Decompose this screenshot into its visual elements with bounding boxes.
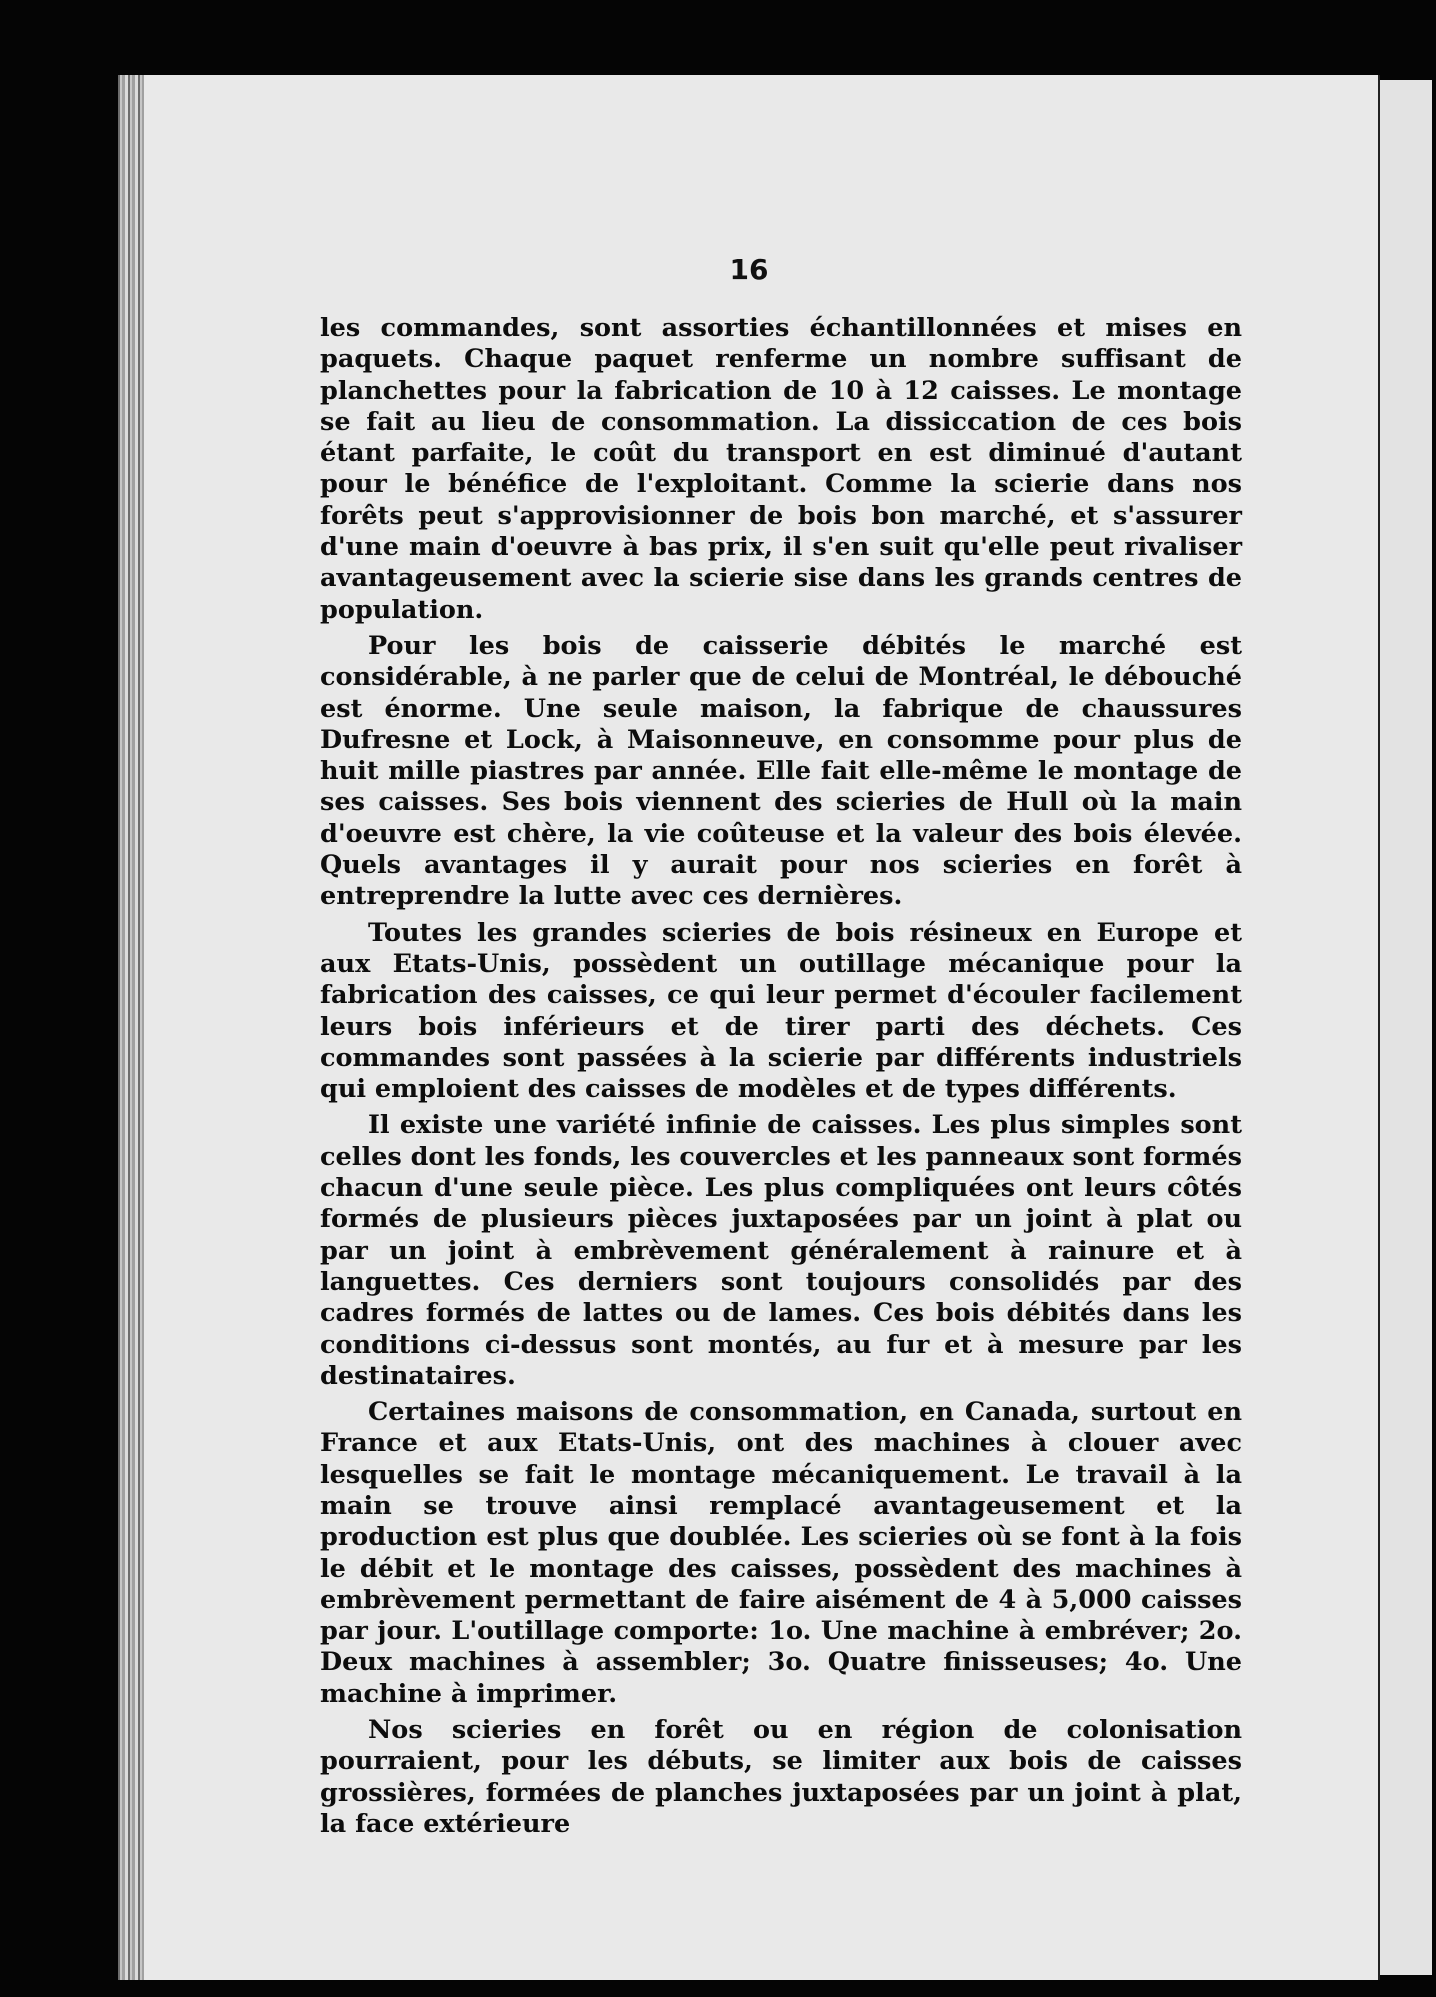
paragraph-2: Pour les bois de caisserie débités le marché est considérable, à ne parler que de celui de Montréal, le débouché est énorme. Une seule maison, la fabrique de chaussures Dufresne et Lock, à Maisonneuve, en consomme pour plus de huit mille piastres par année. Elle fait elle-même le montage de ses caisses. Ses bois viennent des scieries de Hull où la main d'oeuvre est chère, la vie coûteuse et la valeur des bois élevée. Quels avantages il y aurait pour nos scieries en forêt à entreprendre la lutte avec ces dernières. (320, 630, 1242, 912)
paragraph-6: Nos scieries en forêt ou en région de colonisation pourraient, pour les débuts, se limiter aux bois de caisses grossières, formées de planches juxtaposées par un joint à plat, la face extérieure (320, 1715, 1242, 1839)
body-text (320, 313, 1242, 1845)
paragraph-1: les commandes, sont assorties échantillonnées et mises en paquets. Chaque paquet renferme un nombre suffisant de planchettes pour la fabrication de 10 à 12 caisses. Le montage se fait au lieu de consommation. La dissiccation de ces bois étant parfaite, le coût du transport en est diminué d'autant pour le bénéfice de l'exploitant. Comme la scierie dans nos forêts peut s'approvisionner de bois bon marché, et s'assurer d'une main d'oeuvre à bas prix, il s'en suit qu'elle peut rivaliser avantageusement avec la scierie sise dans les grands centres de population. (320, 313, 1242, 625)
page-number: 16 (729, 253, 769, 286)
facing-page-edge (1380, 80, 1432, 1975)
paragraph-5: Certaines maisons de consommation, en Canada, surtout en France et aux Etats-Unis, ont des machines à clouer avec lesquelles se fait le montage mécaniquement. Le travail à la main se trouve ainsi remplacé avantageusement et la production est plus que doublée. Les scieries où se font à la fois le débit et le montage des caisses, possèdent des machines à embrèvement permettant de faire aisément de 4 à 5,000 caisses par jour. L'outillage comporte: 1o. Une machine à embréver; 2o. Deux machines à assembler; 3o. Quatre finisseuses; 4o. Une machine à imprimer. (320, 1397, 1242, 1709)
paragraph-3: Toutes les grandes scieries de bois résineux en Europe et aux Etats-Unis, possèdent un outillage mécanique pour la fabrication des caisses, ce qui leur permet d'écouler facilement leurs bois inférieurs et de tirer parti des déchets. Ces commandes sont passées à la scierie par différents industriels qui emploient des caisses de modèles et de types différents. (320, 917, 1242, 1105)
scanned-page (118, 75, 1380, 1980)
paragraph-4: Il existe une variété infinie de caisses. Les plus simples sont celles dont les fonds, les couvercles et les panneaux sont formés chacun d'une seule pièce. Les plus compliquées ont leurs côtés formés de plusieurs pièces juxtaposées par un joint à plat ou par un joint à embrèvement généralement à rainure et à languettes. Ces derniers sont toujours consolidés par des cadres formés de lattes ou de lames. Ces bois débités dans les conditions ci-dessus sont montés, au fur et à mesure par les destinataires. (320, 1110, 1242, 1391)
